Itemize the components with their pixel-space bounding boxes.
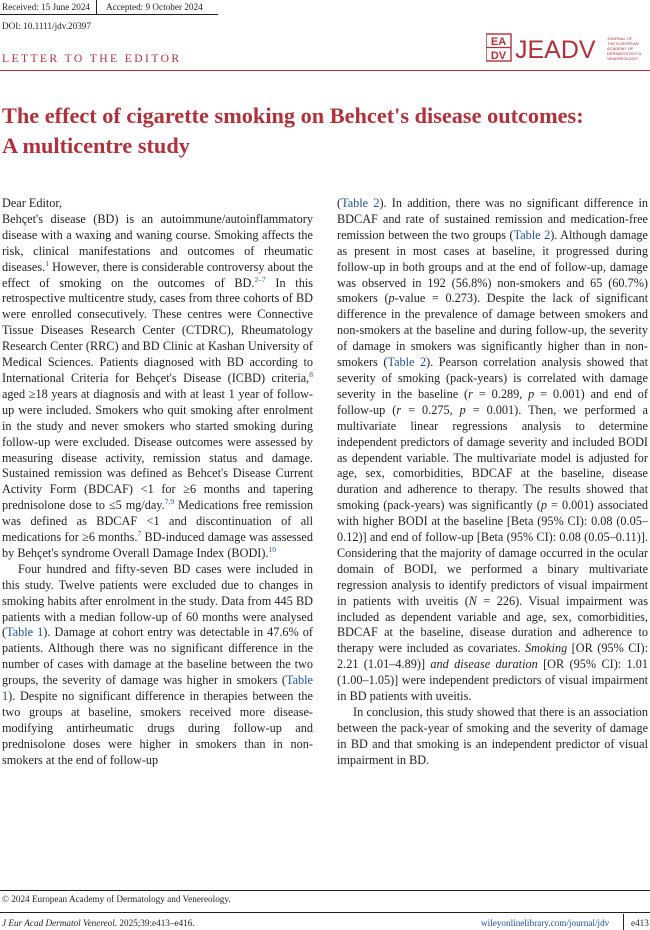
citation[interactable]: 2–7 xyxy=(254,274,266,284)
table-link[interactable]: Table 2 xyxy=(387,355,427,370)
table-link[interactable]: Table 2 xyxy=(513,227,551,242)
journal-citation xyxy=(2,918,195,928)
paragraph-intro: Behçet's disease (BD) is an autoimmune/autoinflammatory disease with a waxing and waning course. Smoking affects the risk, clinical manifestations and outcomes of rheumatic diseases.$^1$ However, there is considerable controversy about the effect of smoking on the outcomes of BD.$^{2-7}$ In this retrospective multicentre study, cases from three cohorts of BD were enrolled consecutively. These centres were Connective Tissue Diseases Research Center (CTDRC), Rheumatology Research Center (RRC) and BD Clinic at Kashan University of Medical Sciences. Patients diagnosed with BD according to International Criteria for Behçet's Disease (ICBD) criteria,$^8$ aged ≥18 years at diagnosis and with at least 1 year of follow-up were included. Smokers who quit smoking after enrolment in the study and never smokers who started smoking during follow-up were excluded. Disease outcomes were assessed by measuring disease activity, remission status and damage. Sustained remission was defined as Behcet's Disease Current Activity Form (BDCAF) <1 for ≥6 months and tapering prednisolone dose to ≤5 mg/day.$^{7,9}$ Medications free remission was defined as BDCAF <1 and discontinuation of all medications for ≥6 months.$^7$ BD-induced damage was assessed by Behçet's syndrome Overall Damage Index (BODI).$^{10}$ xyxy=(2,211,313,560)
title-line-2: A multicentre study xyxy=(2,133,190,158)
svg-text:JOURNAL OF: JOURNAL OF xyxy=(607,36,633,41)
header-rule xyxy=(0,14,218,15)
title-line-1: The effect of cigarette smoking on Behcet's disease outcomes: xyxy=(2,103,584,128)
citation[interactable]: 10 xyxy=(268,544,277,554)
received-date: Received: 15 June 2024 xyxy=(2,2,91,12)
citation[interactable]: 1 xyxy=(45,258,49,268)
logo-name: JEADV xyxy=(515,36,596,63)
svg-text:VENEREOLOGY: VENEREOLOGY xyxy=(607,56,638,61)
journal-volume: 2025;39:e413–e416. xyxy=(117,918,195,928)
article-title xyxy=(2,101,648,161)
salutation: Dear Editor, xyxy=(2,196,63,210)
paragraph-conclusion: In conclusion, this study showed that there is an association between the pack-year of smoking and the severity of damage in BD and that smoking is an independent predictor of visual impairment in BD. xyxy=(337,705,648,767)
copyright: © 2024 European Academy of Dermatology and Venereology. xyxy=(2,894,231,904)
journal-url[interactable]: wileyonlinelibrary.com/journal/jdv xyxy=(481,918,610,928)
citation[interactable]: 8 xyxy=(309,369,313,379)
table-link[interactable]: Table 2 xyxy=(341,196,380,210)
logo-mark-bottom: DV xyxy=(490,50,507,62)
citation[interactable]: 7 xyxy=(137,528,142,538)
page-number: e413 xyxy=(631,918,649,928)
svg-text:ACADEMY OF: ACADEMY OF xyxy=(607,46,634,51)
paragraph-results-1: Four hundred and fifty-seven BD cases were included in this study. Twelve patients were excluded due to changes in smoking habits after enrolment in the study. Data from 445 BD patients with a median follow-up of 60 months were analysed (Table 1). Damage at cohort entry was detectable in 47.6% of patients. Although there was no significant difference in the number of cases with damage at the baseline between the two groups, the severity of damage was higher in smokers (Table 1). Despite no significant difference in therapies between the two groups at baseline, smokers received more disease-modifying antirheumatic drugs during follow-up and prednisolone doses were higher in smokers than in non-smokers at the end of follow-up xyxy=(2,561,313,767)
citation[interactable]: 7,9 xyxy=(164,497,175,507)
column-right xyxy=(337,196,648,769)
svg-text:DERMATOLOGY &: DERMATOLOGY & xyxy=(607,51,642,56)
doi[interactable]: DOI: 10.1111/jdv.20397 xyxy=(2,21,91,31)
table-link[interactable]: Table 1 xyxy=(6,625,44,640)
paragraph-results-2: (Table 2). In addition, there was no significant difference in BDCAF and rate of sustained remission and medication-free remission between the two groups (Table 2). Although damage as present in most cases at baseline, it progressed during follow-up in both groups and at the end of follow-up, damage was observed in 192 (56.8%) non-smokers and 65 (60.7%) smokers (p-value = 0.273). Despite the lack of significant difference in the prevalence of damage between smokers and non-smokers at the baseline and during follow-up, the severity of damage in smokers was significantly higher than in non-smokers (Table 2). Pearson correlation analysis showed that severity of smoking (pack-years) is correlated with damage severity in the baseline (r = 0.289, p = 0.001) and end of follow-up (r = 0.275, p = 0.001). Then, we performed a multivariate linear regressions analysis to determine independent predictors of damage severity and included BODI as dependent variable. The multivariate model is adjusted for age, sex, comorbidities, BDCAF at the baseline, disease duration and adherence to therapy. The results showed that smoking (pack-years) was significantly (p = 0.001) associated with higher BODI at the baseline [Beta (95% CI): 0.08 (0.05–0.12)] and end of follow-up [Beta (95% CI): 0.08 (0.05–0.11)]. Considering that the majority of damage occurred in the ocular domain of BODI, we performed a binary multivariate regression analysis to identify predictors of visual impairment in patients with uveitis (N = 226). Visual impairment was included as dependent variable and age, sex, comorbidities, BDCAF at the baseline, disease duration and adherence to therapy were included as covariates. Smoking [OR (95% CI): 2.21 (1.01–4.89)] and disease duration [OR (95% CI): 1.01 (1.00–1.05)] were independent predictors of visual impairment in BD patients with uveitis. xyxy=(337,196,649,704)
svg-text:THE EUROPEAN: THE EUROPEAN xyxy=(607,41,639,46)
footer-rule-top xyxy=(0,890,650,891)
logo-mark-top: EA xyxy=(490,36,507,48)
accepted-date: Accepted: 9 October 2024 xyxy=(106,2,203,12)
jeadv-logo xyxy=(486,33,646,63)
page-divider xyxy=(623,914,624,930)
table-link[interactable]: Table 1 xyxy=(2,673,313,704)
column-left xyxy=(2,196,313,769)
journal-name: J Eur Acad Dermatol Venereol. xyxy=(2,918,118,928)
header-divider xyxy=(96,0,97,14)
section-rule xyxy=(0,70,650,71)
section-label: LETTER TO THE EDITOR xyxy=(2,52,182,65)
footer-rule xyxy=(0,912,650,913)
